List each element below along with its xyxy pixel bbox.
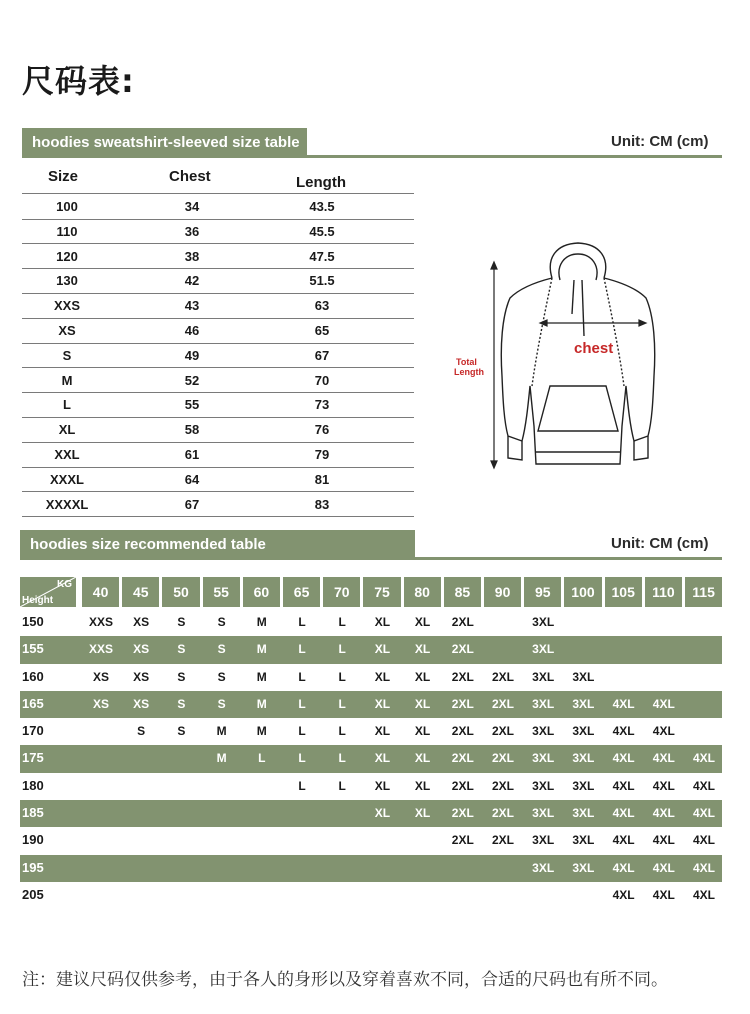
size-recommendation-cell: XS bbox=[133, 615, 150, 629]
size-table-row bbox=[22, 344, 414, 369]
weight-header-50: 50 bbox=[162, 577, 199, 607]
size-recommendation-cell: XL bbox=[414, 696, 431, 711]
size-recommendation-cell: 4XL bbox=[612, 806, 635, 821]
length-cell: 76 bbox=[314, 422, 330, 438]
recommended-row bbox=[20, 664, 722, 691]
weight-header-row bbox=[20, 577, 722, 609]
size-recommendation-cell: M bbox=[256, 615, 267, 629]
size-cell: XS bbox=[58, 323, 76, 338]
chest-cell: 46 bbox=[184, 323, 200, 338]
size-recommendation-cell: 4XL bbox=[612, 887, 635, 902]
size-cell: XL bbox=[58, 422, 76, 438]
size-recommendation-cell: S bbox=[177, 615, 186, 629]
size-recommendation-cell: S bbox=[217, 669, 226, 684]
height-cell: 190 bbox=[22, 832, 44, 848]
size-table-row bbox=[22, 294, 414, 319]
chest-cell: 58 bbox=[184, 422, 200, 438]
size-table-row bbox=[22, 220, 414, 245]
size-recommendation-cell: S bbox=[217, 696, 226, 711]
size-recommendation-cell: S bbox=[177, 724, 186, 739]
height-cell: 165 bbox=[22, 695, 44, 711]
size-cell: L bbox=[63, 397, 71, 413]
table1-unit: Unit: CM (cm) bbox=[611, 133, 709, 150]
size-recommendation-cell: 2XL bbox=[491, 696, 514, 711]
chest-cell: 49 bbox=[184, 347, 200, 363]
size-recommendation-cell: XS bbox=[133, 696, 150, 711]
weight-header-115: 115 bbox=[685, 577, 722, 607]
size-recommendation-cell: 4XL bbox=[652, 724, 675, 739]
size-cell: 110 bbox=[56, 223, 78, 239]
size-recommendation-cell: 4XL bbox=[612, 778, 635, 793]
size-recommendation-cell: XL bbox=[414, 778, 431, 793]
size-table-row bbox=[22, 468, 414, 493]
chest-cell: 38 bbox=[184, 248, 200, 264]
size-recommendation-cell: M bbox=[256, 724, 267, 739]
length-cell: 83 bbox=[314, 496, 330, 512]
hoodie-diagram bbox=[448, 236, 710, 474]
size-recommendation-cell: 2XL bbox=[451, 806, 474, 821]
size-cell: 120 bbox=[56, 248, 78, 264]
weight-header-40: 40 bbox=[82, 577, 119, 607]
size-recommendation-cell: L bbox=[338, 642, 346, 657]
length-cell: 45.5 bbox=[309, 223, 335, 239]
size-recommendation-cell: L bbox=[298, 669, 306, 684]
header-corner bbox=[20, 577, 76, 607]
height-cell: 185 bbox=[22, 805, 44, 821]
size-recommendation-cell: XL bbox=[374, 751, 391, 766]
size-recommendation-cell: XL bbox=[374, 778, 391, 793]
size-recommendation-cell: 4XL bbox=[652, 696, 675, 711]
recommended-row bbox=[20, 773, 722, 800]
size-recommendation-cell: XL bbox=[374, 669, 391, 684]
size-recommendation-cell: S bbox=[177, 669, 186, 684]
size-table-row bbox=[22, 319, 414, 344]
size-recommendation-cell: L bbox=[298, 696, 306, 711]
length-cell: 70 bbox=[314, 372, 330, 388]
size-recommendation-cell: 4XL bbox=[612, 696, 635, 711]
chest-cell: 61 bbox=[184, 447, 200, 462]
size-table-row bbox=[22, 418, 414, 443]
corner-height-label: Height bbox=[22, 595, 54, 606]
corner-kg-label: KG bbox=[57, 579, 72, 590]
size-table-row bbox=[22, 369, 414, 394]
size-recommendation-cell: XL bbox=[374, 642, 391, 657]
height-cell: 155 bbox=[22, 641, 44, 657]
chest-cell: 52 bbox=[184, 372, 200, 388]
weight-header-110: 110 bbox=[645, 577, 682, 607]
size-recommendation-cell: M bbox=[256, 669, 267, 684]
chest-cell: 36 bbox=[184, 223, 200, 239]
size-recommendation-cell: 2XL bbox=[451, 615, 474, 629]
length-cell: 63 bbox=[314, 298, 330, 314]
table1-banner: hoodies sweatshirt-sleeved size table bbox=[22, 128, 307, 158]
size-recommendation-cell: 3XL bbox=[572, 751, 595, 766]
size-recommendation-cell: 3XL bbox=[572, 724, 595, 739]
size-recommendation-cell: 4XL bbox=[692, 778, 715, 793]
size-cell: M bbox=[61, 372, 73, 388]
recommended-row bbox=[20, 800, 722, 827]
size-recommendation-cell: 4XL bbox=[692, 751, 715, 766]
table2-banner: hoodies size recommended table bbox=[20, 530, 415, 560]
size-recommendation-cell: 4XL bbox=[692, 887, 715, 902]
length-cell: 43.5 bbox=[309, 199, 335, 214]
size-cell: XXXL bbox=[50, 471, 84, 487]
size-recommendation-cell: 3XL bbox=[532, 642, 555, 657]
weight-header-95: 95 bbox=[524, 577, 561, 607]
length-cell: 79 bbox=[314, 447, 330, 462]
size-recommendation-cell: 2XL bbox=[451, 696, 474, 711]
size-table-row bbox=[22, 245, 414, 270]
weight-header-100: 100 bbox=[564, 577, 601, 607]
size-recommendation-cell: M bbox=[256, 642, 267, 657]
size-cell: S bbox=[62, 347, 72, 363]
size-table-row bbox=[22, 269, 414, 294]
size-recommendation-cell: 2XL bbox=[451, 833, 474, 848]
size-recommendation-cell: 3XL bbox=[532, 806, 555, 821]
size-recommendation-cell: L bbox=[298, 751, 306, 766]
chest-cell: 42 bbox=[184, 273, 200, 289]
size-recommendation-cell: 4XL bbox=[612, 751, 635, 766]
size-recommendation-cell: XL bbox=[374, 806, 391, 821]
size-recommendation-cell: 2XL bbox=[491, 778, 514, 793]
weight-header-90: 90 bbox=[484, 577, 521, 607]
chest-label: chest bbox=[574, 340, 614, 357]
size-recommendation-cell: L bbox=[298, 615, 306, 629]
length-cell: 51.5 bbox=[309, 273, 335, 289]
size-recommendation-cell: 4XL bbox=[692, 833, 715, 848]
size-recommendation-cell: 3XL bbox=[532, 751, 555, 766]
chest-cell: 43 bbox=[184, 298, 200, 314]
weight-header-75: 75 bbox=[363, 577, 400, 607]
size-cell: XXS bbox=[53, 298, 80, 314]
size-recommendation-cell: 4XL bbox=[652, 833, 675, 848]
size-table-row bbox=[22, 443, 414, 468]
col-header-size: Size bbox=[48, 168, 79, 185]
size-table-row bbox=[22, 195, 414, 220]
size-recommendation-cell: XS bbox=[133, 642, 150, 657]
size-recommendation-cell: XL bbox=[414, 615, 431, 629]
recommended-row bbox=[20, 718, 722, 745]
size-recommendation-cell: XL bbox=[414, 751, 431, 766]
length-cell: 65 bbox=[314, 323, 330, 338]
length-cell: 67 bbox=[314, 347, 330, 363]
total-length-label bbox=[454, 357, 484, 377]
size-recommendation-cell: S bbox=[217, 642, 226, 657]
height-cell: 175 bbox=[22, 750, 44, 766]
size-recommendation-cell: L bbox=[298, 778, 306, 793]
size-recommendation-cell: 3XL bbox=[532, 669, 555, 684]
size-recommendation-cell: M bbox=[216, 724, 227, 739]
recommended-row bbox=[20, 609, 722, 636]
height-cell: 180 bbox=[22, 777, 44, 793]
recommended-row bbox=[20, 855, 722, 882]
size-recommendation-cell: 4XL bbox=[652, 778, 675, 793]
height-cell: 160 bbox=[22, 668, 44, 684]
size-recommendation-cell: 3XL bbox=[532, 615, 555, 629]
chest-cell: 55 bbox=[184, 397, 200, 413]
size-recommendation-cell: L bbox=[258, 751, 266, 766]
height-cell: 195 bbox=[22, 859, 44, 875]
weight-header-55: 55 bbox=[203, 577, 240, 607]
size-recommendation-cell: 3XL bbox=[572, 696, 595, 711]
size-recommendation-cell: 2XL bbox=[491, 724, 514, 739]
size-table-row bbox=[22, 393, 414, 418]
recommended-table-body bbox=[20, 609, 722, 909]
size-recommendation-cell: 4XL bbox=[652, 751, 675, 766]
size-recommendation-cell: 4XL bbox=[612, 724, 635, 739]
size-recommendation-cell: 3XL bbox=[572, 806, 595, 821]
weight-header-105: 105 bbox=[605, 577, 642, 607]
size-recommendation-cell: 4XL bbox=[652, 806, 675, 821]
size-recommendation-cell: 3XL bbox=[572, 860, 595, 875]
size-recommendation-cell: 4XL bbox=[692, 860, 715, 875]
size-recommendation-cell: S bbox=[177, 642, 186, 657]
size-recommendation-cell: 4XL bbox=[652, 887, 675, 902]
size-recommendation-cell: 4XL bbox=[612, 833, 635, 848]
weight-header-60: 60 bbox=[243, 577, 280, 607]
size-recommendation-cell: 4XL bbox=[652, 860, 675, 875]
weight-header-85: 85 bbox=[444, 577, 481, 607]
length-cell: 47.5 bbox=[309, 248, 335, 264]
size-recommendation-cell: 2XL bbox=[491, 833, 514, 848]
size-recommendation-cell: XL bbox=[414, 642, 431, 657]
size-cell: 130 bbox=[56, 273, 78, 289]
size-recommendation-cell: XXS bbox=[88, 642, 113, 657]
table2-banner-rule bbox=[20, 557, 722, 560]
size-recommendation-cell: XL bbox=[374, 615, 391, 629]
recommended-size-table bbox=[20, 577, 722, 909]
size-note: 注：建议尺码仅供参考，由于各人的身形以及穿着喜欢不同，合适的尺码也有所不同。 bbox=[22, 970, 668, 990]
size-table-row bbox=[22, 493, 414, 518]
length-cell: 81 bbox=[314, 471, 330, 487]
col-header-chest: Chest bbox=[169, 168, 211, 185]
chest-cell: 64 bbox=[184, 471, 200, 487]
size-recommendation-cell: 3XL bbox=[532, 833, 555, 848]
size-recommendation-cell: 2XL bbox=[451, 642, 474, 657]
size-recommendation-cell: 2XL bbox=[491, 751, 514, 766]
size-recommendation-cell: XXS bbox=[88, 615, 113, 629]
recommended-row bbox=[20, 882, 722, 909]
size-cell: 100 bbox=[56, 199, 78, 214]
size-recommendation-cell: XS bbox=[133, 669, 150, 684]
size-recommendation-cell: L bbox=[338, 615, 346, 629]
total-length-label-line1: Total bbox=[456, 357, 477, 367]
size-recommendation-cell: 4XL bbox=[692, 806, 715, 821]
weight-header-80: 80 bbox=[404, 577, 441, 607]
recommended-row bbox=[20, 691, 722, 718]
size-recommendation-cell: S bbox=[177, 696, 186, 711]
size-recommendation-cell: M bbox=[256, 696, 267, 711]
weight-header-70: 70 bbox=[323, 577, 360, 607]
size-recommendation-cell: 3XL bbox=[532, 696, 555, 711]
size-recommendation-cell: L bbox=[338, 696, 346, 711]
weight-header-45: 45 bbox=[122, 577, 159, 607]
size-recommendation-cell: 3XL bbox=[532, 724, 555, 739]
size-recommendation-cell: 3XL bbox=[572, 669, 595, 684]
size-recommendation-cell: 4XL bbox=[612, 860, 635, 875]
size-recommendation-cell: 3XL bbox=[532, 860, 555, 875]
size-recommendation-cell: L bbox=[298, 642, 306, 657]
chest-cell: 34 bbox=[184, 199, 200, 214]
size-recommendation-cell: XS bbox=[92, 669, 109, 684]
size-recommendation-cell: XL bbox=[414, 724, 431, 739]
size-recommendation-cell: 2XL bbox=[451, 724, 474, 739]
table1-banner-rule bbox=[22, 155, 722, 158]
size-recommendation-cell: XL bbox=[414, 669, 431, 684]
size-recommendation-cell: S bbox=[217, 615, 226, 629]
height-cell: 150 bbox=[22, 614, 44, 629]
size-recommendation-cell: XL bbox=[414, 806, 431, 821]
size-recommendation-cell: XL bbox=[374, 696, 391, 711]
weight-header-65: 65 bbox=[283, 577, 320, 607]
size-cell: XXL bbox=[54, 447, 80, 462]
height-cell: 205 bbox=[22, 886, 44, 902]
size-recommendation-cell: L bbox=[298, 724, 306, 739]
size-recommendation-cell: L bbox=[338, 751, 346, 766]
size-recommendation-cell: L bbox=[338, 778, 346, 793]
header-divider bbox=[22, 193, 414, 194]
size-recommendation-cell: 2XL bbox=[451, 778, 474, 793]
recommended-row bbox=[20, 636, 722, 663]
size-cell: XXXXL bbox=[45, 496, 89, 512]
recommended-row bbox=[20, 827, 722, 854]
size-recommendation-cell: 2XL bbox=[491, 806, 514, 821]
size-recommendation-cell: XS bbox=[92, 696, 109, 711]
size-recommendation-cell: L bbox=[338, 669, 346, 684]
chest-cell: 67 bbox=[184, 496, 200, 512]
size-recommendation-cell: XL bbox=[374, 724, 391, 739]
height-cell: 170 bbox=[22, 723, 44, 739]
size-recommendation-cell: L bbox=[338, 724, 346, 739]
col-header-length: Length bbox=[296, 174, 346, 191]
size-recommendation-cell: 2XL bbox=[451, 751, 474, 766]
size-recommendation-cell: 3XL bbox=[572, 833, 595, 848]
size-recommendation-cell: 2XL bbox=[451, 669, 474, 684]
page-title: 尺码表: bbox=[22, 62, 135, 100]
total-length-label-line2: Length bbox=[454, 367, 484, 377]
size-recommendation-cell: 2XL bbox=[491, 669, 514, 684]
table2-unit: Unit: CM (cm) bbox=[611, 535, 709, 552]
size-recommendation-cell: S bbox=[137, 724, 146, 739]
size-recommendation-cell: 3XL bbox=[532, 778, 555, 793]
size-recommendation-cell: 3XL bbox=[572, 778, 595, 793]
length-cell: 73 bbox=[314, 397, 330, 413]
recommended-row bbox=[20, 745, 722, 772]
size-recommendation-cell: M bbox=[216, 751, 227, 766]
